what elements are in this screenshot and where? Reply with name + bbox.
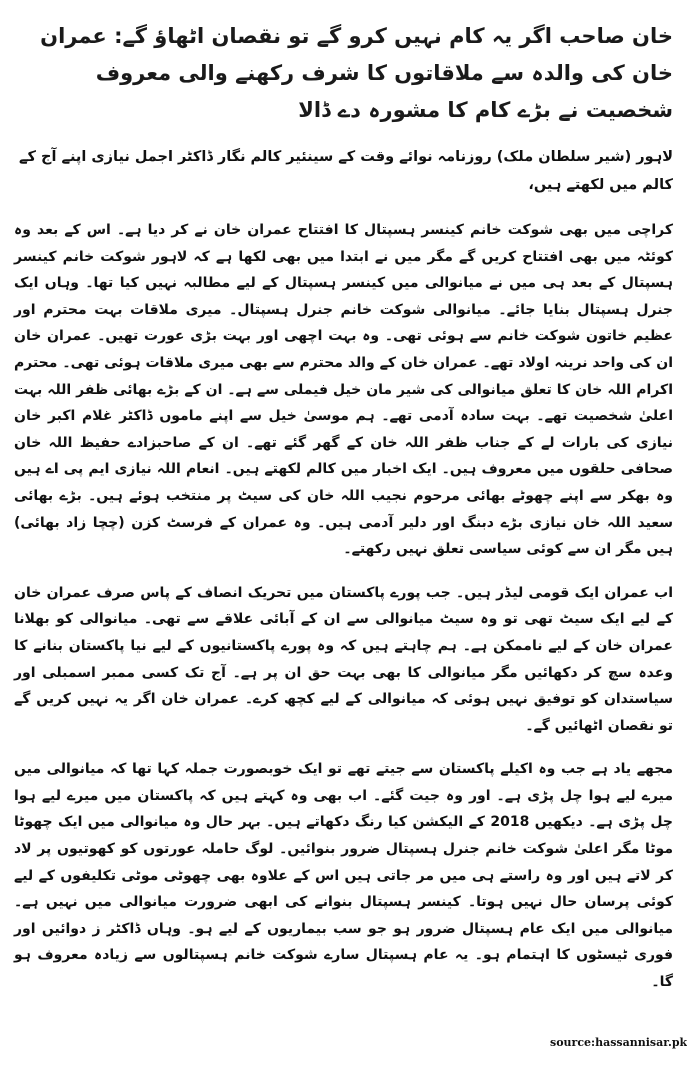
source-credit: source:hassannisar.pk [550, 1036, 687, 1049]
article-paragraph-2: اب عمران ایک قومی لیڈر ہیں۔ جب پورے پاکستان میں تحریک انصاف کے پاس صرف عمران خان کے لیے ایک سیٹ تھی تو وہ سیٹ میانوالی سے ان کے آبائی علاقے سے تھی۔ میانوالی کو بھلانا عمران خان کے لیے ناممکن ہے۔ ہم چاہتے ہیں کہ وہ پورے پاکستانیوں کے لیے نیا پاکستان بنانے کا وعدہ سچ کر دکھائیں مگر میانوالی کا بھی بہت حق ان پر ہے۔ آج تک کسی ممبر اسمبلی اور سیاستدان کو توفیق نہیں ہوئی کہ میانوالی کے لیے کچھ کرے۔ عمران خان اگر یہ نہیں کریں گے تو نقصان اٹھائیں گے۔ [14, 584, 673, 734]
article-intro: لاہور (شیر سلطان ملک) روزنامہ نوائے وقت کے سینئیر کالم نگار ڈاکٹر اجمل نیازی اپنے آج کے کالم میں لکھتے ہیں، [19, 149, 673, 193]
article-headline: خان صاحب اگر یہ کام نہیں کرو گے تو نقصان اٹھاؤ گے: عمران خان کی والدہ سے ملاقاتوں کا شرف رکھنے والی معروف شخصیت نے بڑے کام کا مشورہ دے ڈالا [40, 24, 673, 122]
article-paragraph-1: کراچی میں بھی شوکت خانم کینسر ہسپتال کا افتتاح عمران خان نے کر دیا ہے۔ اس کے بعد وہ کوئٹہ میں بھی افتتاح کریں گے مگر میں نے ابتدا میں بھی لکھا ہے کہ لاہور شوکت خانم کینسر ہسپتال کے بعد ہی میں نے میانوالی میں کینسر ہسپتال کے لیے مطالبہ نہیں کیا تھا۔ وہاں ایک جنرل ہسپتال بنایا جائے۔ میانوالی شوکت خانم جنرل ہسپتال۔ میری ملاقات بہت محترم اور عظیم خاتون شوکت خانم سے ہوئی تھی۔ وہ بہت اچھی اور بہت بڑی عورت تھیں۔ عمران خان ان کی واحد نرینہ اولاد تھے۔ عمران خان کے والد محترم سے بھی میری ملاقات ہوئی تھی۔ محترم اکرام اللہ خان کا تعلق میانوالی کی شیر مان خیل فیملی سے ہے۔ ان کے بڑے بھائی ظفر اللہ بہت اعلیٰ شخصیت تھے۔ بہت سادہ آدمی تھے۔ ہم موسیٰ خیل سے اپنے ماموں ڈاکٹر غلام اکبر خان نیازی کی بارات لے کے جناب ظفر اللہ خان کے گھر گئے تھے۔ ان کے صاحبزادے حفیظ اللہ خان صحافی حلقوں میں معروف ہیں۔ ایک اخبار میں کالم لکھتے ہیں۔ انعام اللہ نیازی ایم پی اے ہیں وہ بھکر سے اپنے چھوٹے بھائی مرحوم نجیب اللہ خان کی سیٹ پر منتخب ہوئے ہیں۔ بڑے بھائی سعید اللہ خان نیازی بڑے دبنگ اور دلیر آدمی ہیں۔ وہ عمران کے فرسٹ کزن (چچا زاد بھائی) ہیں مگر ان سے کوئی سیاسی تعلق نہیں رکھتے۔ [14, 222, 673, 558]
article-paragraph-3: مجھے یاد ہے جب وہ اکیلے پاکستان سے جیتے تھے تو ایک خوبصورت جملہ کہا تھا کہ میانوالی میں میرے لیے ہوا چل پڑی ہے۔ اور وہ جیت گئے۔ اب بھی وہ کہتے ہیں کہ پاکستان میں میرے لیے ہوا چل پڑی ہے۔ دیکھیں 2018 کے الیکشن کیا رنگ دکھاتے ہیں۔ بہر حال وہ میانوالی میں ایک چھوٹا موٹا مگر اعلیٰ شوکت خانم جنرل ہسپتال ضرور بنوائیں۔ لوگ حاملہ عورتوں کو کھوتیوں پر لاد کر لاتے ہیں اور وہ راستے ہی میں مر جاتی ہیں اس کے علاوہ بھی چھوٹی موٹی تکلیفوں کے لیے کوئی پرسان حال نہیں ہوتا۔ کینسر ہسپتال بنوانے کی ابھی ضرورت میانوالی میں نہیں ہے۔ میانوالی میں ایک عام ہسپتال ضرور ہو جو سب بیماریوں کے لیے ہو۔ وہاں ڈاکٹر ز دوائیں اور فوری ٹیسٹوں کا اہتمام ہو۔ یہ عام ہسپتال سارے شوکت خانم ہسپتالوں سے زیادہ معروف ہو گا۔ [14, 761, 673, 991]
